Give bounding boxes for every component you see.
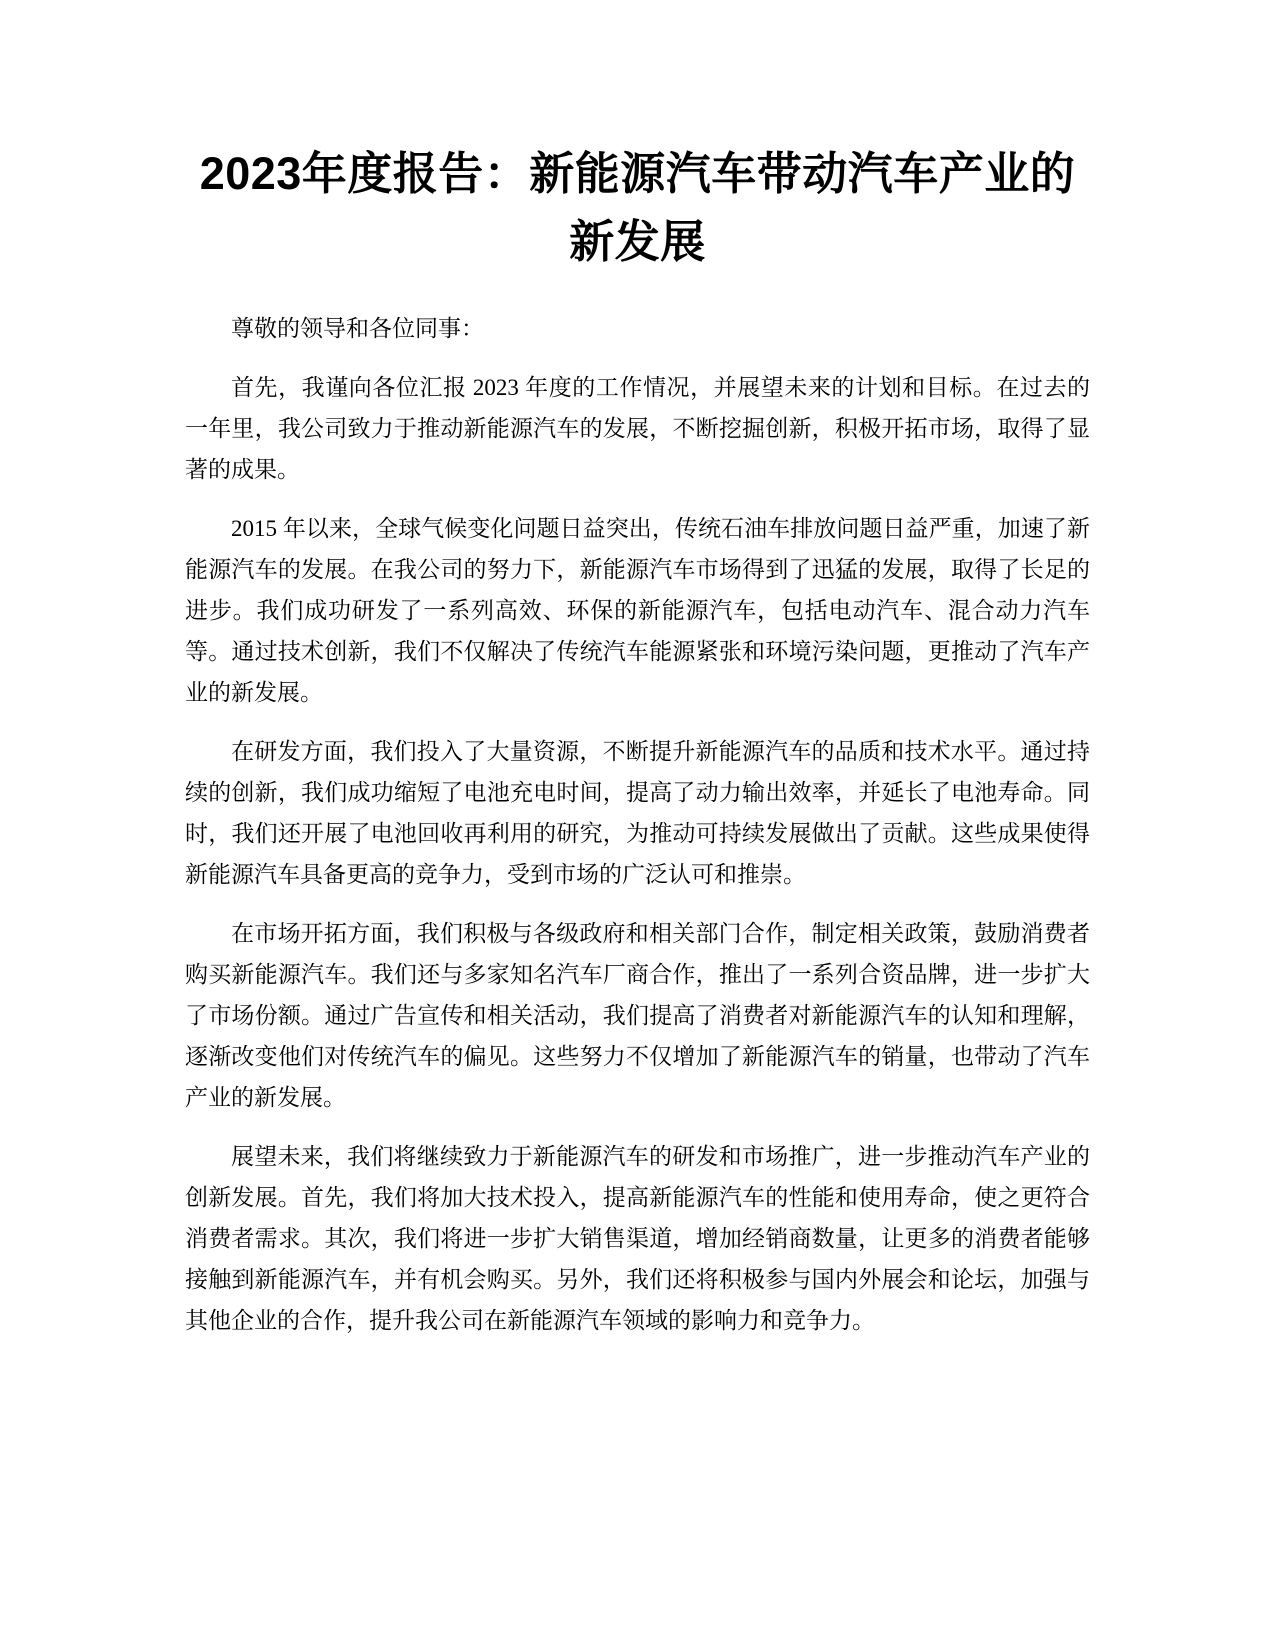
title-line-1: 2023年度报告：新能源汽车带动汽车产业的 xyxy=(199,148,1076,199)
document-title xyxy=(150,140,1125,276)
document-body xyxy=(185,308,1090,1359)
paragraph-market: 在市场开拓方面，我们积极与各级政府和相关部门合作，制定相关政策，鼓励消费者购买新能源汽车。我们还与多家知名汽车厂商合作，推出了一系列合资品牌，进一步扩大了市场份额。通过广告宣传和相关活动，我们提高了消费者对新能源汽车的认知和理解，逐渐改变他们对传统汽车的偏见。这些努力不仅增加了新能源汽车的销量，也带动了汽车产业的新发展。 xyxy=(185,921,1090,1110)
paragraph-research: 在研发方面，我们投入了大量资源，不断提升新能源汽车的品质和技术水平。通过持续的创新，我们成功缩短了电池充电时间，提高了动力输出效率，并延长了电池寿命。同时，我们还开展了电池回收再利用的研究，为推动可持续发展做出了贡献。这些成果使得新能源汽车具备更高的竞争力，受到市场的广泛认可和推崇。 xyxy=(185,739,1090,887)
paragraph-background: 2015 年以来，全球气候变化问题日益突出，传统石油车排放问题日益严重，加速了新能源汽车的发展。在我公司的努力下，新能源汽车市场得到了迅猛的发展，取得了长足的进步。我们成功研发了一系列高效、环保的新能源汽车，包括电动汽车、混合动力汽车等。通过技术创新，我们不仅解决了传统汽车能源紧张和环境污染问题，更推动了汽车产业的新发展。 xyxy=(185,516,1090,705)
title-line-2: 新发展 xyxy=(569,216,706,267)
paragraph-intro: 首先，我谨向各位汇报 2023 年度的工作情况，并展望未来的计划和目标。在过去的一年里，我公司致力于推动新能源汽车的发展，不断挖掘创新，积极开拓市场，取得了显著的成果。 xyxy=(185,375,1090,482)
salutation: 尊敬的领导和各位同事： xyxy=(231,316,484,341)
paragraph-outlook: 展望未来，我们将继续致力于新能源汽车的研发和市场推广，进一步推动汽车产业的创新发展。首先，我们将加大技术投入，提高新能源汽车的性能和使用寿命，使之更符合消费者需求。其次，我们将进一步扩大销售渠道，增加经销商数量，让更多的消费者能够接触到新能源汽车，并有机会购买。另外，我们还将积极参与国内外展会和论坛，加强与其他企业的合作，提升我公司在新能源汽车领域的影响力和竞争力。 xyxy=(185,1144,1090,1333)
